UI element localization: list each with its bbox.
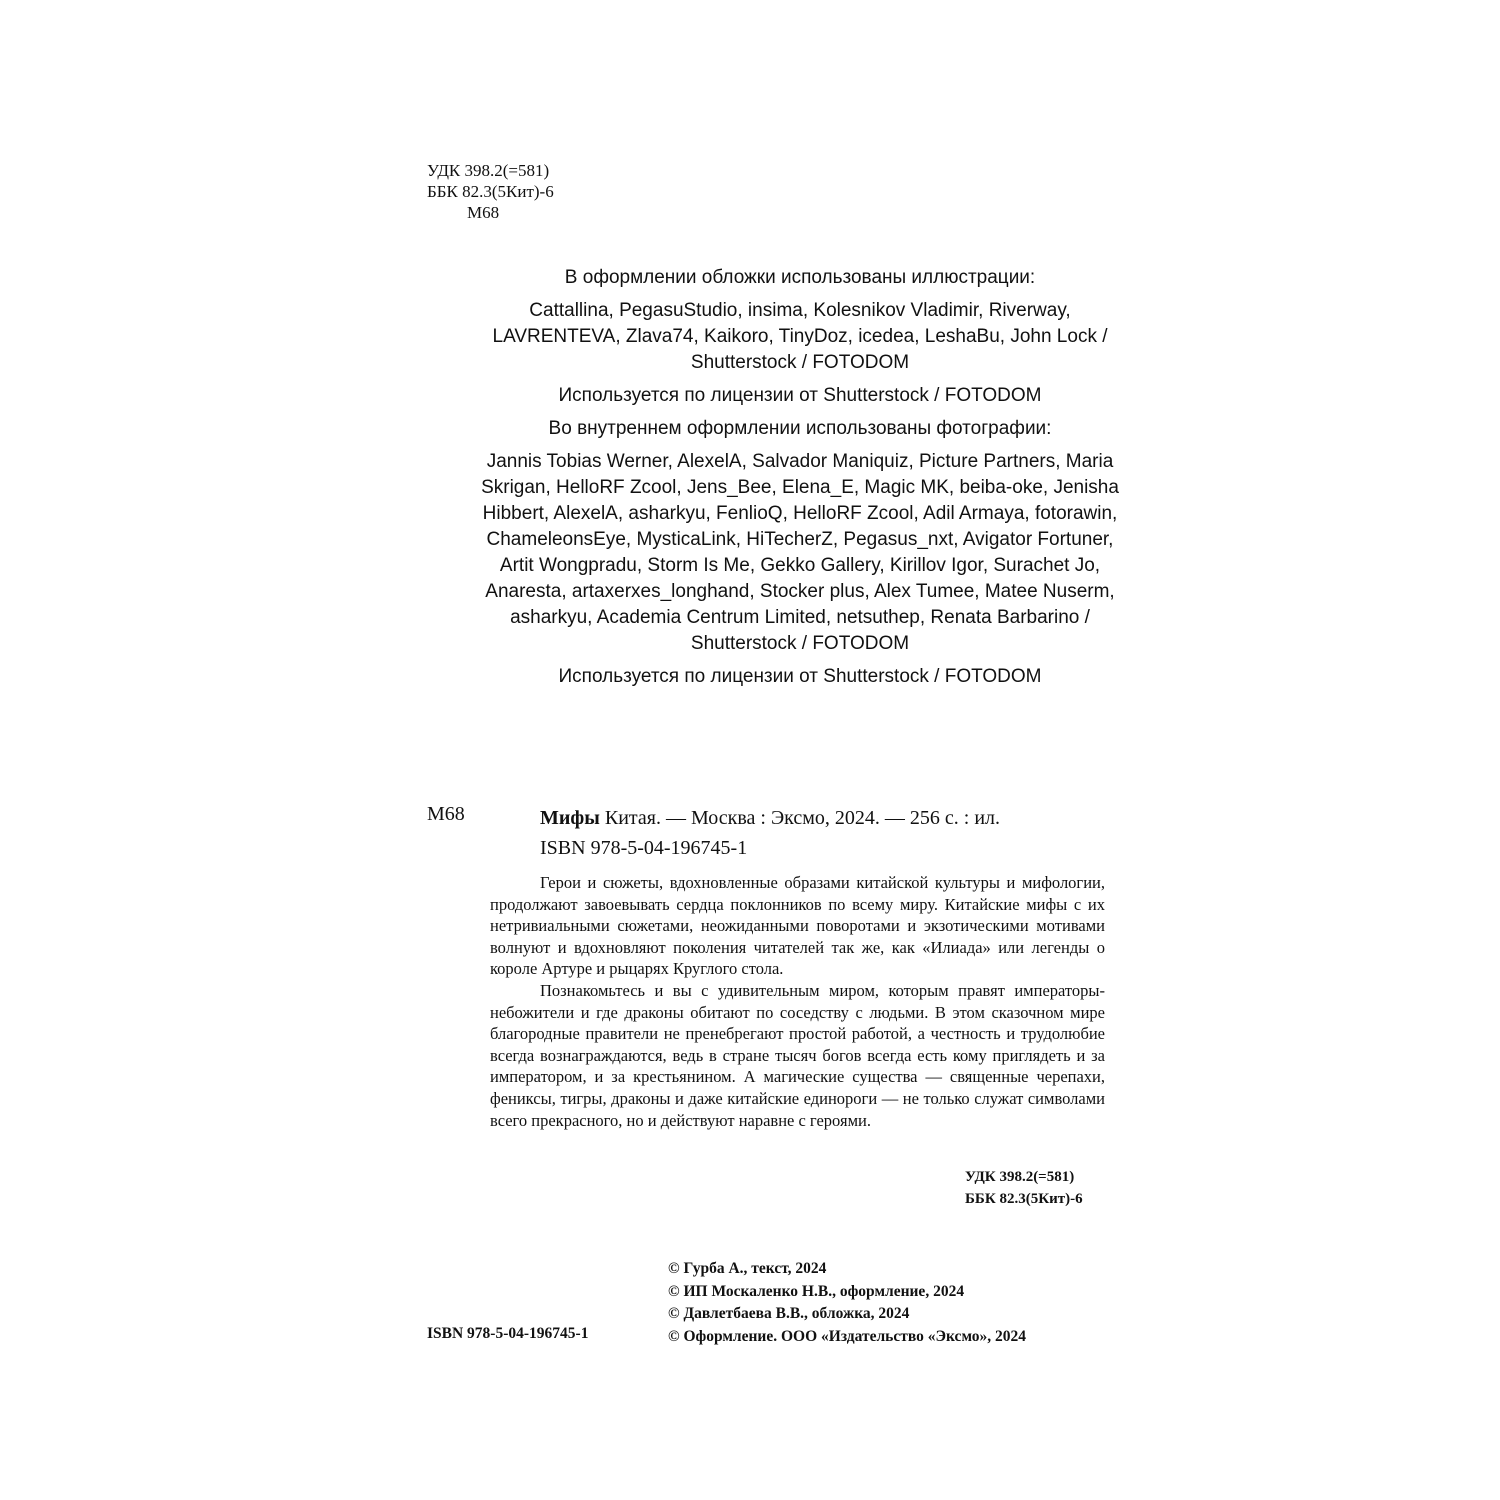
isbn-bottom: ISBN 978-5-04-196745-1 bbox=[427, 1325, 589, 1342]
classification-block-bottom bbox=[965, 1166, 1083, 1210]
book-isbn: ISBN 978-5-04-196745-1 bbox=[540, 837, 748, 859]
udk-code-bottom: УДК 398.2(=581) bbox=[965, 1169, 1075, 1185]
annotation bbox=[490, 872, 1105, 1131]
book-title: Мифы bbox=[540, 807, 600, 829]
cover-license-note: Используется по лицензии от Shutterstock / FOTODOM bbox=[558, 385, 1042, 406]
copyright-line: © Оформление. ООО «Издательство «Эксмо», 2024 bbox=[668, 1327, 1027, 1345]
author-mark: М68 bbox=[467, 203, 500, 222]
copyright-line: © Гурба А., текст, 2024 bbox=[668, 1260, 827, 1277]
copyright-line: © ИП Москаленко Н.В., оформление, 2024 bbox=[668, 1282, 965, 1300]
bbk-code-bottom: ББК 82.3(5Кит)-6 bbox=[965, 1191, 1083, 1207]
interior-license-note: Используется по лицензии от Shutterstock / FOTODOM bbox=[558, 666, 1042, 687]
illustration-credits bbox=[470, 265, 1130, 697]
bibliographic-title-line bbox=[540, 803, 1000, 833]
bbk-code: ББК 82.3(5Кит)-6 bbox=[427, 182, 554, 201]
interior-credits-heading: Во внутреннем оформлении использованы фотографии: bbox=[548, 418, 1052, 439]
copyright-line: © Давлетбаева В.В., обложка, 2024 bbox=[668, 1305, 910, 1322]
copyright-block bbox=[668, 1258, 1026, 1348]
bibliographic-author-mark: М68 bbox=[427, 803, 465, 825]
cover-credits-names: Cattallina, PegasuStudio, insima, Kolesnikov Vladimir, Riverway, LAVRENTEVA, Zlava74, Kaikoro, TinyDoz, icedea, LeshaBu, John Lock / Shutterstock / FOTODOM bbox=[492, 300, 1108, 373]
bibliographic-record bbox=[540, 803, 1000, 863]
udk-code: УДК 398.2(=581) bbox=[427, 161, 550, 180]
book-description: Китая. — Москва : Эксмо, 2024. — 256 с. : ил. bbox=[599, 807, 1001, 829]
interior-credits-names: Jannis Tobias Werner, AlexelA, Salvador Maniquiz, Picture Partners, Maria Skrigan, HelloRF Zcool, Jens_Bee, Elena_E, Magic MK, beiba-oke, Jenisha Hibbert, AlexelA, asharkyu, FenlioQ, HelloRF Zcool, Adil Armaya, fotorawin, ChameleonsEye, MysticaLink, HiTecherZ, Pegasus_nxt, Avigator Fortuner, Artit Wongpradu, Storm Is Me, Gekko Gallery, Kirillov Igor, Surachet Jo, Anaresta, artaxerxes_longhand, Stocker plus, Alex Tumee, Matee Nuserm, asharkyu, Academia Centrum Limited, netsuthep, Renata Barbarino / Shutterstock / FOTODOM bbox=[481, 451, 1119, 654]
classification-block-top bbox=[427, 160, 554, 223]
cover-credits-heading: В оформлении обложки использованы иллюстрации: bbox=[564, 267, 1036, 288]
annotation-paragraph-1: Герои и сюжеты, вдохновленные образами китайской культуры и мифологии, продолжают завоевывать сердца поклонников по всему миру. Китайские мифы с их нетривиальными сюжетами, неожиданными поворотами и экзотическими мотивами волнуют и вдохновляют поколения читателей так же, как «Илиада» или легенды о короле Артуре и рыцарях Круглого стола. bbox=[490, 873, 1105, 979]
annotation-paragraph-2: Познакомьтесь и вы с удивительным миром, которым правят императоры-небожители и где драконы обитают по соседству с людьми. В этом сказочном мире благородные правители не пренебрегают простой работой, а честность и трудолюбие всегда вознаграждаются, ведь в стране тысяч богов всегда есть кому приглядеть и за императором, и за крестьянином. А магические существа — священные черепахи, фениксы, тигры, драконы и даже китайские единороги — не только служат символами всего прекрасного, но и действуют наравне с героями. bbox=[490, 980, 1105, 1130]
